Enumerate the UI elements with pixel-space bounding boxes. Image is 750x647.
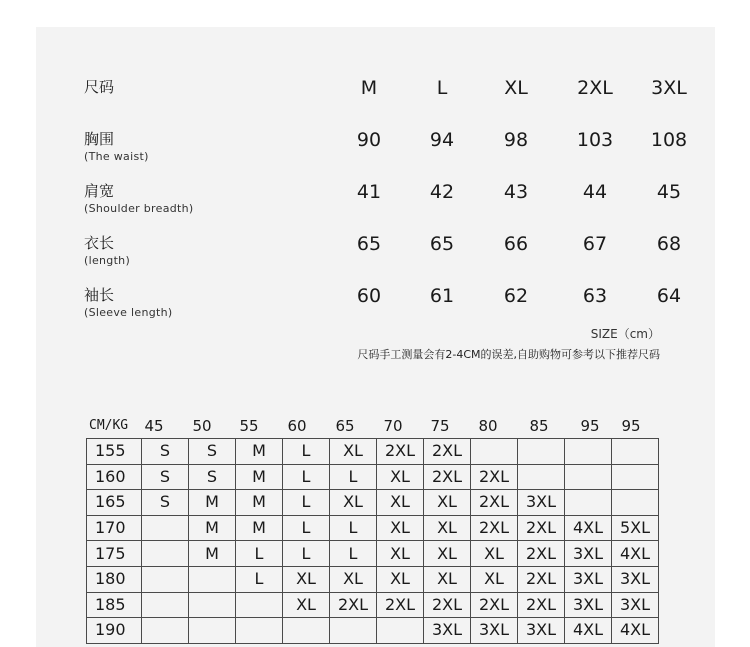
- weight-header: 45: [144, 417, 164, 435]
- size-cell: XL: [424, 515, 471, 541]
- size-cell: 2XL: [471, 592, 518, 618]
- size-cell: XL: [424, 541, 471, 567]
- height-cell: 175: [87, 541, 142, 567]
- grid-row: [87, 439, 659, 465]
- size-cell: 3XL: [565, 566, 612, 592]
- measurement-label: 胸围: [84, 130, 115, 148]
- size-cell: L: [283, 464, 330, 490]
- size-cell: XL: [377, 566, 424, 592]
- size-cell: XL: [424, 490, 471, 516]
- measurement-value: 63: [582, 285, 608, 307]
- size-cell: [142, 618, 189, 644]
- grid-row: [87, 490, 659, 516]
- size-cell: [330, 618, 377, 644]
- height-cell: 190: [87, 618, 142, 644]
- size-cell: XL: [377, 464, 424, 490]
- height-cell: 170: [87, 515, 142, 541]
- measurement-value: 65: [429, 233, 455, 255]
- size-cell: XL: [330, 566, 377, 592]
- measurement-label: 肩宽: [84, 182, 115, 200]
- measurement-note: 尺码手工测量会有2-4CM的误差,自助购物可参考以下推荐尺码: [357, 348, 660, 361]
- size-cell: S: [142, 464, 189, 490]
- size-cell: L: [330, 541, 377, 567]
- size-cell: 3XL: [565, 541, 612, 567]
- measurement-value: 108: [650, 129, 688, 151]
- measurement-value: 98: [503, 129, 529, 151]
- weight-header: 55: [239, 417, 259, 435]
- size-cell: [283, 618, 330, 644]
- size-cell: S: [142, 490, 189, 516]
- size-cell: [518, 439, 565, 465]
- size-cell: 2XL: [471, 490, 518, 516]
- size-cell: L: [236, 566, 283, 592]
- measurement-value: 103: [576, 129, 614, 151]
- size-cell: XL: [330, 490, 377, 516]
- size-cell: [565, 464, 612, 490]
- weight-header: 85: [529, 417, 549, 435]
- size-cell: 4XL: [565, 515, 612, 541]
- grid-row: [87, 515, 659, 541]
- size-cell: 3XL: [518, 618, 565, 644]
- measurement-value: 65: [356, 233, 382, 255]
- measurement-value: 42: [429, 181, 455, 203]
- measurement-value: 67: [582, 233, 608, 255]
- size-header-2xl: 2XL: [577, 77, 613, 99]
- size-cell: 2XL: [471, 515, 518, 541]
- size-cell: [612, 439, 659, 465]
- size-header-xl: XL: [504, 77, 528, 99]
- grid-row: [87, 566, 659, 592]
- size-cell: XL: [471, 566, 518, 592]
- measurement-label: 衣长: [84, 234, 115, 252]
- size-cell: [189, 592, 236, 618]
- height-cell: 160: [87, 464, 142, 490]
- measurement-value: 62: [503, 285, 529, 307]
- measurement-sublabel: (length): [84, 254, 131, 267]
- weight-header: 50: [192, 417, 212, 435]
- size-cell: [518, 464, 565, 490]
- size-cell: [189, 618, 236, 644]
- size-cell: 2XL: [377, 592, 424, 618]
- size-cell: 2XL: [518, 592, 565, 618]
- size-cell: 2XL: [471, 464, 518, 490]
- size-cell: 2XL: [518, 541, 565, 567]
- size-cell: 2XL: [330, 592, 377, 618]
- height-cell: 155: [87, 439, 142, 465]
- size-cell: 2XL: [424, 592, 471, 618]
- size-header-label: 尺码: [84, 78, 115, 96]
- size-cell: [142, 541, 189, 567]
- size-cell: 2XL: [424, 439, 471, 465]
- size-cell: [142, 566, 189, 592]
- measurement-value: 68: [656, 233, 682, 255]
- size-cell: XL: [471, 541, 518, 567]
- size-cell: XL: [283, 592, 330, 618]
- size-unit-label: SIZE（cm）: [590, 327, 660, 341]
- size-cell: 2XL: [377, 439, 424, 465]
- measurement-value: 66: [503, 233, 529, 255]
- size-cell: 4XL: [565, 618, 612, 644]
- size-cell: M: [236, 464, 283, 490]
- weight-header: 95: [580, 417, 600, 435]
- size-cell: 3XL: [612, 592, 659, 618]
- size-cell: L: [330, 464, 377, 490]
- size-cell: M: [189, 515, 236, 541]
- weight-header: 80: [478, 417, 498, 435]
- measurement-value: 60: [356, 285, 382, 307]
- grid-row: [87, 464, 659, 490]
- height-cell: 180: [87, 566, 142, 592]
- size-header-3xl: 3XL: [651, 77, 687, 99]
- measurement-value: 94: [429, 129, 455, 151]
- size-cell: [565, 490, 612, 516]
- measurement-value: 44: [582, 181, 608, 203]
- size-cell: L: [330, 515, 377, 541]
- size-cell: 3XL: [518, 490, 565, 516]
- size-cell: M: [189, 541, 236, 567]
- measurement-label: 袖长: [84, 286, 115, 304]
- size-header-m: M: [360, 77, 378, 99]
- size-cell: 5XL: [612, 515, 659, 541]
- size-cell: L: [283, 439, 330, 465]
- weight-header: 95: [621, 417, 641, 435]
- size-cell: L: [283, 515, 330, 541]
- size-cell: 2XL: [424, 464, 471, 490]
- size-cell: 2XL: [518, 566, 565, 592]
- grid-row: [87, 592, 659, 618]
- size-cell: XL: [377, 490, 424, 516]
- size-cell: XL: [377, 515, 424, 541]
- grid-row: [87, 618, 659, 644]
- measurement-sublabel: (The waist): [84, 150, 149, 163]
- size-cell: [565, 439, 612, 465]
- size-cell: L: [283, 541, 330, 567]
- measurement-value: 41: [356, 181, 382, 203]
- size-cell: [471, 439, 518, 465]
- size-cell: 4XL: [612, 541, 659, 567]
- size-header-l: L: [436, 77, 448, 99]
- size-cell: 3XL: [565, 592, 612, 618]
- size-cell: S: [189, 464, 236, 490]
- size-cell: XL: [377, 541, 424, 567]
- size-cell: 3XL: [471, 618, 518, 644]
- size-cell: 2XL: [518, 515, 565, 541]
- size-cell: [189, 566, 236, 592]
- measurement-value: 64: [656, 285, 682, 307]
- size-cell: S: [142, 439, 189, 465]
- weight-header: 65: [335, 417, 355, 435]
- size-cell: XL: [330, 439, 377, 465]
- grid-corner-label: CM/KG: [89, 418, 129, 433]
- size-cell: [142, 515, 189, 541]
- size-recommendation-table: [86, 438, 659, 644]
- measurement-value: 45: [656, 181, 682, 203]
- size-cell: XL: [424, 566, 471, 592]
- size-cell: [236, 592, 283, 618]
- size-cell: 3XL: [424, 618, 471, 644]
- size-cell: L: [236, 541, 283, 567]
- size-cell: [236, 618, 283, 644]
- measurement-value: 61: [429, 285, 455, 307]
- weight-header: 70: [383, 417, 403, 435]
- size-cell: [377, 618, 424, 644]
- measurement-sublabel: (Shoulder breadth): [84, 202, 194, 215]
- height-cell: 185: [87, 592, 142, 618]
- size-cell: S: [189, 439, 236, 465]
- size-cell: L: [283, 490, 330, 516]
- grid-row: [87, 541, 659, 567]
- size-cell: M: [189, 490, 236, 516]
- measurement-sublabel: (Sleeve length): [84, 306, 173, 319]
- measurement-value: 43: [503, 181, 529, 203]
- size-cell: M: [236, 490, 283, 516]
- size-cell: [142, 592, 189, 618]
- size-cell: 4XL: [612, 618, 659, 644]
- size-cell: M: [236, 515, 283, 541]
- size-cell: 3XL: [612, 566, 659, 592]
- size-cell: [612, 464, 659, 490]
- weight-header: 60: [287, 417, 307, 435]
- measurement-value: 90: [356, 129, 382, 151]
- size-cell: [612, 490, 659, 516]
- height-cell: 165: [87, 490, 142, 516]
- size-cell: M: [236, 439, 283, 465]
- weight-header: 75: [430, 417, 450, 435]
- size-cell: XL: [283, 566, 330, 592]
